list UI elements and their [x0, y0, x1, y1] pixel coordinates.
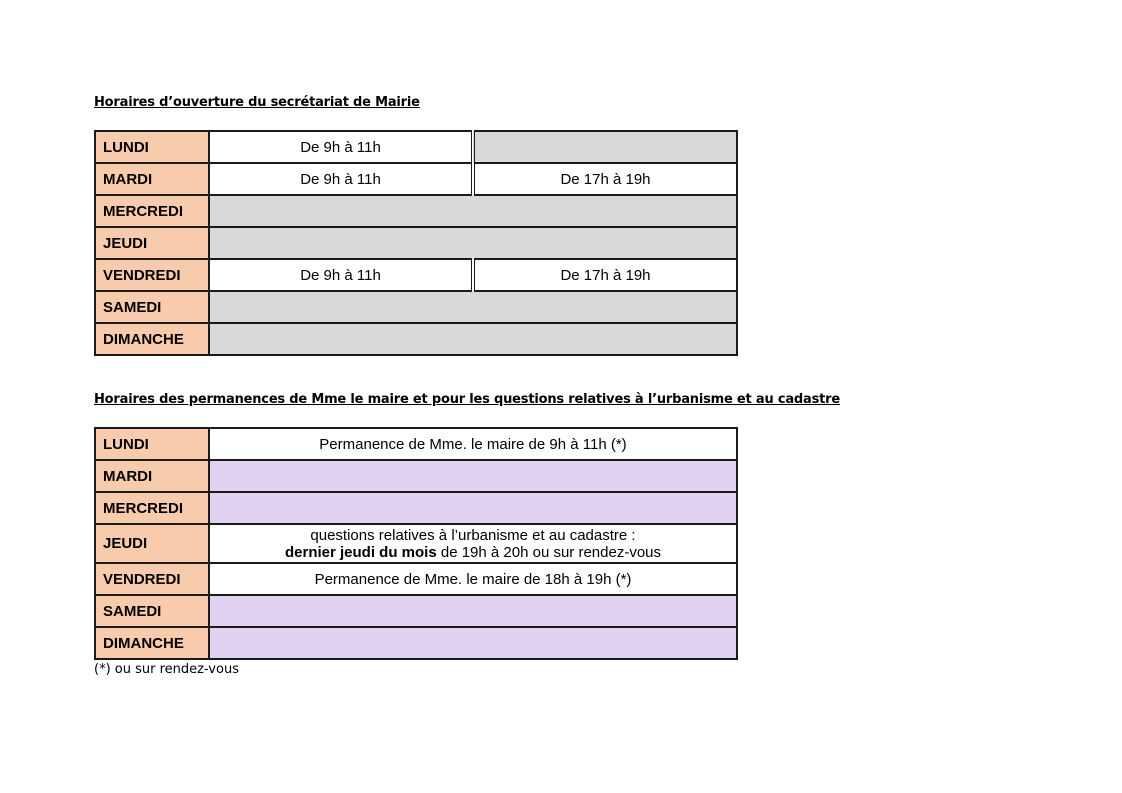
table-row	[95, 227, 737, 259]
opening-hours-table	[94, 130, 738, 356]
urbanism-line-1: questions relatives à l’urbanisme et au cadastre :	[310, 526, 636, 544]
urbanism-line-2-bold: dernier jeudi du mois	[284, 543, 437, 561]
permanence-text: Permanence de Mme. le maire de 18h à 19h (*)	[209, 563, 737, 595]
closed-cell	[209, 291, 737, 323]
urbanism-line-2	[210, 544, 736, 561]
day-label: JEUDI	[95, 524, 209, 563]
table-row	[95, 492, 737, 524]
table-row	[95, 323, 737, 355]
day-label: DIMANCHE	[95, 627, 209, 659]
day-label: SAMEDI	[95, 595, 209, 627]
day-label: MARDI	[95, 163, 209, 195]
permanence-text	[209, 460, 737, 492]
permanence-hours-heading: Horaires des permanences de Mme le maire et pour les questions relatives à l’urbanisme et au cadastre	[94, 392, 840, 407]
day-label: JEUDI	[95, 227, 209, 259]
urbanism-line-2-rest: de 19h à 20h ou sur rendez-vous	[436, 543, 662, 561]
day-label: DIMANCHE	[95, 323, 209, 355]
day-label: VENDREDI	[95, 563, 209, 595]
urbanism-permanence-text	[209, 524, 737, 563]
permanence-hours-table	[94, 427, 738, 660]
evening-hours	[473, 131, 737, 163]
morning-hours: De 9h à 11h	[209, 259, 473, 291]
closed-cell	[209, 323, 737, 355]
table-row	[95, 460, 737, 492]
table-row	[95, 524, 737, 563]
evening-hours: De 17h à 19h	[473, 163, 737, 195]
day-label: LUNDI	[95, 131, 209, 163]
permanence-text: Permanence de Mme. le maire de 9h à 11h (*)	[209, 428, 737, 460]
day-label: MERCREDI	[95, 195, 209, 227]
table-row	[95, 563, 737, 595]
closed-cell	[209, 195, 737, 227]
closed-cell	[209, 227, 737, 259]
morning-hours: De 9h à 11h	[209, 131, 473, 163]
permanence-text	[209, 492, 737, 524]
opening-hours-heading: Horaires d’ouverture du secrétariat de Mairie	[94, 95, 420, 110]
table-row	[95, 595, 737, 627]
table-row	[95, 259, 737, 291]
morning-hours: De 9h à 11h	[209, 163, 473, 195]
table-row	[95, 627, 737, 659]
table-row	[95, 291, 737, 323]
table-row	[95, 131, 737, 163]
table-row	[95, 428, 737, 460]
permanence-text	[209, 595, 737, 627]
table-row	[95, 195, 737, 227]
evening-hours: De 17h à 19h	[473, 259, 737, 291]
table-row	[95, 163, 737, 195]
day-label: MERCREDI	[95, 492, 209, 524]
day-label: MARDI	[95, 460, 209, 492]
day-label: SAMEDI	[95, 291, 209, 323]
permanence-text	[209, 627, 737, 659]
day-label: VENDREDI	[95, 259, 209, 291]
day-label: LUNDI	[95, 428, 209, 460]
footnote: (*) ou sur rendez-vous	[94, 662, 239, 677]
